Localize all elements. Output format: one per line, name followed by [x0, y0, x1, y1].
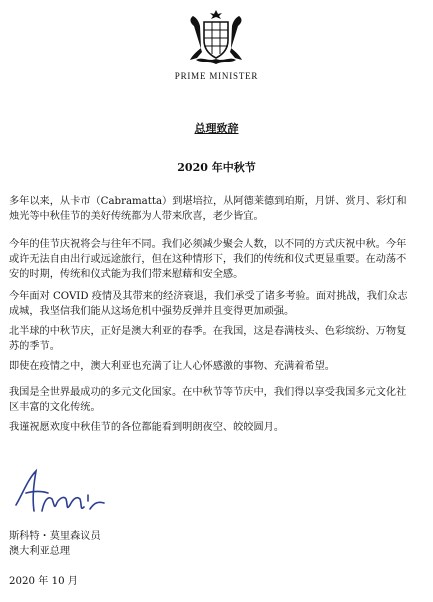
page-subtitle: 2020 年中秋节 — [177, 161, 256, 174]
letterhead-org-label: PRIME MINISTER — [174, 71, 259, 81]
paragraph-5: 即使在疫情之中，澳大利亚也充满了让人心怀感激的事物、充满着希望。 — [9, 361, 335, 372]
coat-of-arms-icon — [184, 8, 248, 66]
paragraph-1: 多年以来，从卡市（Cabramatta）到堪培拉，从阿德莱德到珀斯，月饼、赏月、彩灯和烛光等中秋佳节的美好传统都为人带来欣喜，老少皆宜。 — [9, 196, 407, 222]
paragraph-4: 北半球的中秋节庆，正好是澳大利亚的春季。在我国，这是春满枝头、色彩缤纷、万物复苏的季节。 — [9, 326, 407, 352]
signature-icon — [12, 465, 108, 517]
letter-date: 2020 年 10 月 — [9, 576, 78, 587]
paragraph-6: 我国是全世界最成功的多元文化国家。在中秋节等节庆中，我们得以享受我国多元文化社区丰富的文化传统。 — [9, 387, 407, 413]
paragraph-2: 今年的佳节庆祝将会与往年不同。我们必须减少聚会人数，以不同的方式庆祝中秋。今年或许无法自由出行或远途旅行，但在这种情形下，我们的传统和仪式更显重要。在动荡不安的时期，传统和仪式能为我们带来慰藉和安全感。 — [9, 239, 407, 280]
paragraph-3: 今年面对 COVID 疫情及其带来的经济衰退，我们承受了诸多考验。面对挑战，我们众志成城，我坚信我们能从这场危机中强势反弹并且变得更加顽强。 — [9, 291, 408, 317]
signatory-name: 斯科特・莫里森议员 — [9, 531, 101, 542]
page-title: 总理致辞 — [194, 122, 239, 135]
paragraph-7: 我谨祝愿欢度中秋佳节的各位都能看到明朗夜空、皎皎圆月。 — [9, 422, 285, 433]
signatory-position: 澳大利亚总理 — [9, 546, 71, 557]
